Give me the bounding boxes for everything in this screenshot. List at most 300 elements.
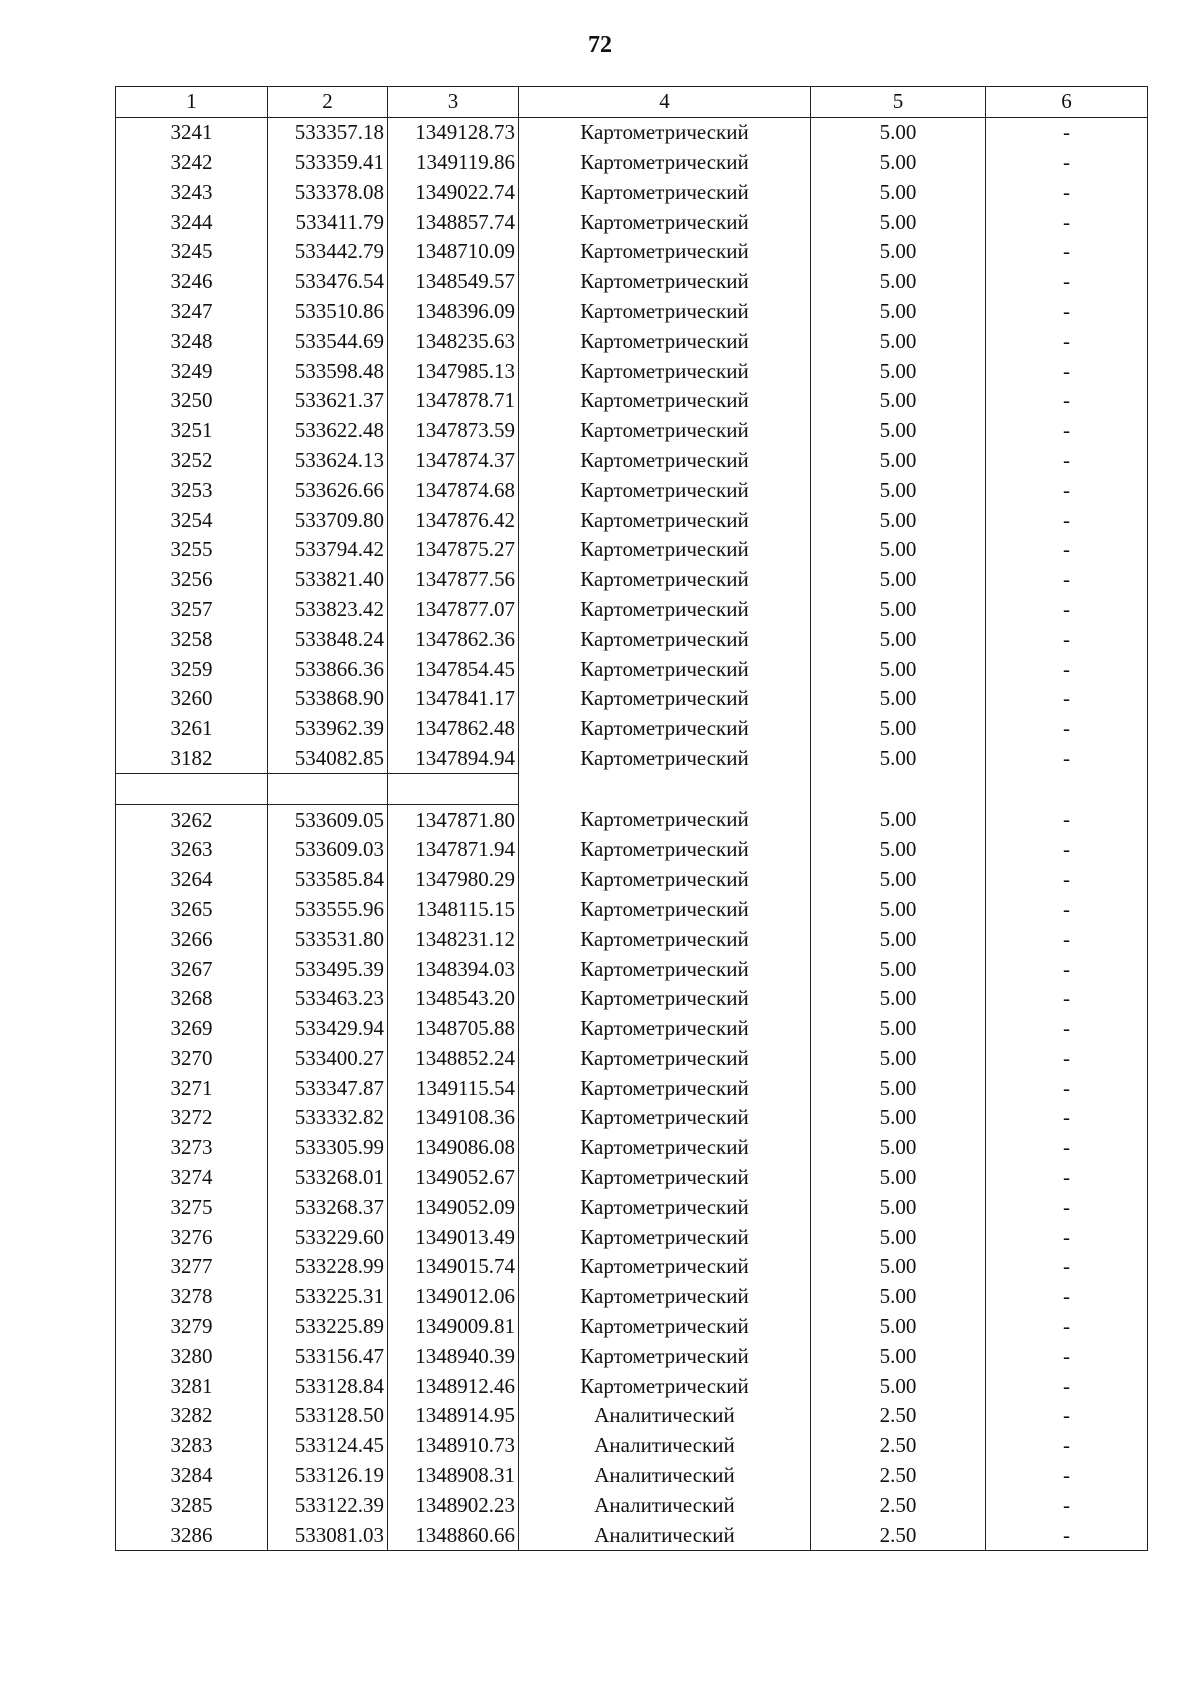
method-cell: Картометрический: [519, 207, 811, 237]
x-coordinate-cell: 533544.69: [268, 326, 388, 356]
note-cell: [986, 774, 1148, 805]
table-header-row: [116, 87, 1148, 118]
table-row: [116, 356, 1148, 386]
point-number-cell: 3252: [116, 446, 268, 476]
note-cell: -: [986, 416, 1148, 446]
table-row: [116, 1401, 1148, 1431]
method-cell: Аналитический: [519, 1461, 811, 1491]
method-cell: Картометрический: [519, 1073, 811, 1103]
method-cell: Картометрический: [519, 744, 811, 774]
accuracy-cell: 5.00: [811, 654, 986, 684]
point-number-cell: 3278: [116, 1282, 268, 1312]
table-row: [116, 954, 1148, 984]
x-coordinate-cell: 533228.99: [268, 1252, 388, 1282]
accuracy-cell: 5.00: [811, 505, 986, 535]
note-cell: -: [986, 1103, 1148, 1133]
y-coordinate-cell: 1349115.54: [388, 1073, 519, 1103]
note-cell: -: [986, 148, 1148, 178]
point-number-cell: 3251: [116, 416, 268, 446]
accuracy-cell: 5.00: [811, 624, 986, 654]
method-cell: Картометрический: [519, 1014, 811, 1044]
x-coordinate-cell: 533476.54: [268, 267, 388, 297]
x-coordinate-cell: 533347.87: [268, 1073, 388, 1103]
note-cell: -: [986, 1312, 1148, 1342]
accuracy-cell: [811, 774, 986, 805]
accuracy-cell: 5.00: [811, 267, 986, 297]
y-coordinate-cell: 1347841.17: [388, 684, 519, 714]
y-coordinate-cell: 1348902.23: [388, 1490, 519, 1520]
method-cell: Картометрический: [519, 865, 811, 895]
y-coordinate-cell: 1349086.08: [388, 1133, 519, 1163]
accuracy-cell: 2.50: [811, 1490, 986, 1520]
column-header-3: 3: [388, 87, 519, 118]
accuracy-cell: 5.00: [811, 207, 986, 237]
method-cell: Картометрический: [519, 595, 811, 625]
method-cell: Картометрический: [519, 1371, 811, 1401]
x-coordinate-cell: 533823.42: [268, 595, 388, 625]
x-coordinate-cell: 533622.48: [268, 416, 388, 446]
accuracy-cell: 5.00: [811, 1282, 986, 1312]
x-coordinate-cell: 533962.39: [268, 714, 388, 744]
note-cell: -: [986, 1044, 1148, 1074]
note-cell: -: [986, 684, 1148, 714]
x-coordinate-cell: 533848.24: [268, 624, 388, 654]
y-coordinate-cell: 1348914.95: [388, 1401, 519, 1431]
table-row: [116, 1133, 1148, 1163]
x-coordinate-cell: 533510.86: [268, 297, 388, 327]
table-row: [116, 177, 1148, 207]
note-cell: -: [986, 744, 1148, 774]
note-cell: -: [986, 535, 1148, 565]
method-cell: Картометрический: [519, 1222, 811, 1252]
y-coordinate-cell: 1347862.48: [388, 714, 519, 744]
point-number-cell: 3247: [116, 297, 268, 327]
x-coordinate-cell: 533411.79: [268, 207, 388, 237]
accuracy-cell: 5.00: [811, 565, 986, 595]
note-cell: -: [986, 565, 1148, 595]
table-row: [116, 117, 1148, 147]
y-coordinate-cell: 1347877.07: [388, 595, 519, 625]
x-coordinate-cell: 533463.23: [268, 984, 388, 1014]
point-number-cell: 3257: [116, 595, 268, 625]
method-cell: Картометрический: [519, 1192, 811, 1222]
accuracy-cell: 5.00: [811, 475, 986, 505]
y-coordinate-cell: 1349015.74: [388, 1252, 519, 1282]
method-cell: Картометрический: [519, 535, 811, 565]
x-coordinate-cell: 533609.03: [268, 835, 388, 865]
accuracy-cell: 5.00: [811, 297, 986, 327]
method-cell: Картометрический: [519, 1163, 811, 1193]
table-row: [116, 1312, 1148, 1342]
method-cell: Картометрический: [519, 835, 811, 865]
method-cell: Картометрический: [519, 446, 811, 476]
table-row: [116, 326, 1148, 356]
table-row: [116, 1252, 1148, 1282]
y-coordinate-cell: 1348231.12: [388, 924, 519, 954]
note-cell: -: [986, 984, 1148, 1014]
accuracy-cell: 5.00: [811, 1073, 986, 1103]
note-cell: -: [986, 714, 1148, 744]
accuracy-cell: 5.00: [811, 148, 986, 178]
accuracy-cell: 5.00: [811, 684, 986, 714]
x-coordinate-cell: 533429.94: [268, 1014, 388, 1044]
column-header-1: 1: [116, 87, 268, 118]
table-row: [116, 267, 1148, 297]
note-cell: -: [986, 237, 1148, 267]
y-coordinate-cell: 1348910.73: [388, 1431, 519, 1461]
method-cell: Картометрический: [519, 924, 811, 954]
y-coordinate-cell: 1348705.88: [388, 1014, 519, 1044]
y-coordinate-cell: 1348860.66: [388, 1520, 519, 1550]
accuracy-cell: 5.00: [811, 744, 986, 774]
point-number-cell: 3245: [116, 237, 268, 267]
table-row: [116, 148, 1148, 178]
x-coordinate-cell: 533126.19: [268, 1461, 388, 1491]
table-row: [116, 1520, 1148, 1550]
point-number-cell: 3261: [116, 714, 268, 744]
table-row: [116, 386, 1148, 416]
note-cell: -: [986, 1073, 1148, 1103]
method-cell: Картометрический: [519, 895, 811, 925]
point-number-cell: 3262: [116, 805, 268, 835]
table-row: [116, 207, 1148, 237]
note-cell: -: [986, 1371, 1148, 1401]
accuracy-cell: 5.00: [811, 1014, 986, 1044]
method-cell: Картометрический: [519, 654, 811, 684]
point-number-cell: 3277: [116, 1252, 268, 1282]
y-coordinate-cell: 1349052.67: [388, 1163, 519, 1193]
note-cell: -: [986, 326, 1148, 356]
point-number-cell: 3266: [116, 924, 268, 954]
table-row: [116, 1282, 1148, 1312]
x-coordinate-cell: 533124.45: [268, 1431, 388, 1461]
point-number-cell: 3276: [116, 1222, 268, 1252]
note-cell: -: [986, 1222, 1148, 1252]
table-row: [116, 624, 1148, 654]
method-cell: Картометрический: [519, 1133, 811, 1163]
note-cell: -: [986, 356, 1148, 386]
x-coordinate-cell: 533442.79: [268, 237, 388, 267]
note-cell: -: [986, 624, 1148, 654]
x-coordinate-cell: 533555.96: [268, 895, 388, 925]
accuracy-cell: 5.00: [811, 865, 986, 895]
point-number-cell: 3284: [116, 1461, 268, 1491]
table-row: [116, 1461, 1148, 1491]
accuracy-cell: 5.00: [811, 535, 986, 565]
method-cell: Картометрический: [519, 237, 811, 267]
method-cell: Картометрический: [519, 714, 811, 744]
method-cell: Картометрический: [519, 1103, 811, 1133]
y-coordinate-cell: 1348940.39: [388, 1341, 519, 1371]
x-coordinate-cell: 533624.13: [268, 446, 388, 476]
point-number-cell: 3274: [116, 1163, 268, 1193]
point-number-cell: 3271: [116, 1073, 268, 1103]
method-cell: Картометрический: [519, 386, 811, 416]
note-cell: -: [986, 1401, 1148, 1431]
table-row: [116, 505, 1148, 535]
table-row: [116, 446, 1148, 476]
x-coordinate-cell: 533156.47: [268, 1341, 388, 1371]
x-coordinate-cell: 533709.80: [268, 505, 388, 535]
x-coordinate-cell: 533400.27: [268, 1044, 388, 1074]
table-row-separator: [116, 774, 1148, 805]
table-row: [116, 1431, 1148, 1461]
method-cell: Картометрический: [519, 475, 811, 505]
method-cell: Картометрический: [519, 984, 811, 1014]
accuracy-cell: 5.00: [811, 1312, 986, 1342]
y-coordinate-cell: 1348852.24: [388, 1044, 519, 1074]
method-cell: Картометрический: [519, 267, 811, 297]
method-cell: Картометрический: [519, 1044, 811, 1074]
y-coordinate-cell: 1349012.06: [388, 1282, 519, 1312]
x-coordinate-cell: 533305.99: [268, 1133, 388, 1163]
note-cell: -: [986, 1431, 1148, 1461]
accuracy-cell: 5.00: [811, 1192, 986, 1222]
point-number-cell: 3281: [116, 1371, 268, 1401]
x-coordinate-cell: 533626.66: [268, 475, 388, 505]
method-cell: [519, 774, 811, 805]
accuracy-cell: 5.00: [811, 924, 986, 954]
table-row: [116, 1044, 1148, 1074]
table-row: [116, 1490, 1148, 1520]
table-row: [116, 684, 1148, 714]
note-cell: -: [986, 835, 1148, 865]
note-cell: -: [986, 207, 1148, 237]
y-coordinate-cell: 1347878.71: [388, 386, 519, 416]
point-number-cell: 3258: [116, 624, 268, 654]
y-coordinate-cell: 1349022.74: [388, 177, 519, 207]
note-cell: -: [986, 865, 1148, 895]
x-coordinate-cell: 534082.85: [268, 744, 388, 774]
point-number-cell: 3273: [116, 1133, 268, 1163]
method-cell: Аналитический: [519, 1520, 811, 1550]
x-coordinate-cell: 533868.90: [268, 684, 388, 714]
y-coordinate-cell: 1348912.46: [388, 1371, 519, 1401]
accuracy-cell: 2.50: [811, 1461, 986, 1491]
method-cell: Картометрический: [519, 1282, 811, 1312]
note-cell: -: [986, 475, 1148, 505]
table-row: [116, 237, 1148, 267]
note-cell: -: [986, 386, 1148, 416]
y-coordinate-cell: 1348235.63: [388, 326, 519, 356]
note-cell: -: [986, 805, 1148, 835]
note-cell: -: [986, 1014, 1148, 1044]
y-coordinate-cell: 1348394.03: [388, 954, 519, 984]
table-row: [116, 565, 1148, 595]
x-coordinate-cell: 533122.39: [268, 1490, 388, 1520]
x-coordinate-cell: 533609.05: [268, 805, 388, 835]
method-cell: Картометрический: [519, 1312, 811, 1342]
point-number-cell: 3272: [116, 1103, 268, 1133]
table-row: [116, 475, 1148, 505]
table-row: [116, 595, 1148, 625]
point-number-cell: [116, 774, 268, 805]
accuracy-cell: 5.00: [811, 1341, 986, 1371]
y-coordinate-cell: 1348549.57: [388, 267, 519, 297]
x-coordinate-cell: 533585.84: [268, 865, 388, 895]
y-coordinate-cell: 1349052.09: [388, 1192, 519, 1222]
x-coordinate-cell: 533359.41: [268, 148, 388, 178]
accuracy-cell: 5.00: [811, 1163, 986, 1193]
x-coordinate-cell: 533128.50: [268, 1401, 388, 1431]
x-coordinate-cell: 533229.60: [268, 1222, 388, 1252]
table-row: [116, 297, 1148, 327]
x-coordinate-cell: 533531.80: [268, 924, 388, 954]
y-coordinate-cell: 1347871.80: [388, 805, 519, 835]
point-number-cell: 3253: [116, 475, 268, 505]
accuracy-cell: 2.50: [811, 1431, 986, 1461]
table-row: [116, 895, 1148, 925]
accuracy-cell: 5.00: [811, 117, 986, 147]
accuracy-cell: 5.00: [811, 954, 986, 984]
x-coordinate-cell: 533225.31: [268, 1282, 388, 1312]
column-header-2: 2: [268, 87, 388, 118]
method-cell: Картометрический: [519, 1252, 811, 1282]
note-cell: -: [986, 954, 1148, 984]
point-number-cell: 3182: [116, 744, 268, 774]
method-cell: Картометрический: [519, 954, 811, 984]
table-row: [116, 416, 1148, 446]
method-cell: Аналитический: [519, 1401, 811, 1431]
point-number-cell: 3246: [116, 267, 268, 297]
x-coordinate-cell: 533268.01: [268, 1163, 388, 1193]
x-coordinate-cell: 533495.39: [268, 954, 388, 984]
accuracy-cell: 5.00: [811, 237, 986, 267]
x-coordinate-cell: 533357.18: [268, 117, 388, 147]
note-cell: -: [986, 1490, 1148, 1520]
x-coordinate-cell: 533128.84: [268, 1371, 388, 1401]
accuracy-cell: 5.00: [811, 1044, 986, 1074]
y-coordinate-cell: 1348396.09: [388, 297, 519, 327]
y-coordinate-cell: 1348115.15: [388, 895, 519, 925]
column-header-4: 4: [519, 87, 811, 118]
y-coordinate-cell: 1349108.36: [388, 1103, 519, 1133]
coordinates-table: [115, 86, 1148, 1551]
table-row: [116, 714, 1148, 744]
point-number-cell: 3264: [116, 865, 268, 895]
point-number-cell: 3269: [116, 1014, 268, 1044]
accuracy-cell: 5.00: [811, 416, 986, 446]
accuracy-cell: 5.00: [811, 356, 986, 386]
note-cell: -: [986, 297, 1148, 327]
point-number-cell: 3285: [116, 1490, 268, 1520]
y-coordinate-cell: 1348908.31: [388, 1461, 519, 1491]
point-number-cell: 3255: [116, 535, 268, 565]
table-row: [116, 865, 1148, 895]
table-row: [116, 1014, 1148, 1044]
y-coordinate-cell: 1348857.74: [388, 207, 519, 237]
x-coordinate-cell: 533225.89: [268, 1312, 388, 1342]
point-number-cell: 3268: [116, 984, 268, 1014]
method-cell: Картометрический: [519, 326, 811, 356]
method-cell: Картометрический: [519, 117, 811, 147]
accuracy-cell: 5.00: [811, 1252, 986, 1282]
method-cell: Картометрический: [519, 1341, 811, 1371]
note-cell: -: [986, 177, 1148, 207]
table-body: [116, 117, 1148, 1550]
y-coordinate-cell: 1348543.20: [388, 984, 519, 1014]
x-coordinate-cell: 533268.37: [268, 1192, 388, 1222]
method-cell: Картометрический: [519, 177, 811, 207]
accuracy-cell: 5.00: [811, 805, 986, 835]
point-number-cell: 3248: [116, 326, 268, 356]
accuracy-cell: 5.00: [811, 714, 986, 744]
y-coordinate-cell: 1349013.49: [388, 1222, 519, 1252]
method-cell: Аналитический: [519, 1490, 811, 1520]
accuracy-cell: 5.00: [811, 1133, 986, 1163]
point-number-cell: 3283: [116, 1431, 268, 1461]
x-coordinate-cell: 533081.03: [268, 1520, 388, 1550]
x-coordinate-cell: 533378.08: [268, 177, 388, 207]
note-cell: -: [986, 1133, 1148, 1163]
accuracy-cell: 5.00: [811, 326, 986, 356]
point-number-cell: 3280: [116, 1341, 268, 1371]
note-cell: -: [986, 595, 1148, 625]
y-coordinate-cell: 1347874.37: [388, 446, 519, 476]
method-cell: Картометрический: [519, 148, 811, 178]
point-number-cell: 3270: [116, 1044, 268, 1074]
y-coordinate-cell: 1347862.36: [388, 624, 519, 654]
table-row: [116, 1073, 1148, 1103]
method-cell: Аналитический: [519, 1431, 811, 1461]
point-number-cell: 3265: [116, 895, 268, 925]
point-number-cell: 3254: [116, 505, 268, 535]
method-cell: Картометрический: [519, 356, 811, 386]
y-coordinate-cell: 1347874.68: [388, 475, 519, 505]
accuracy-cell: 5.00: [811, 984, 986, 1014]
method-cell: Картометрический: [519, 684, 811, 714]
table-row: [116, 1192, 1148, 1222]
y-coordinate-cell: 1349128.73: [388, 117, 519, 147]
point-number-cell: 3249: [116, 356, 268, 386]
note-cell: -: [986, 1252, 1148, 1282]
point-number-cell: 3286: [116, 1520, 268, 1550]
note-cell: -: [986, 1282, 1148, 1312]
x-coordinate-cell: 533821.40: [268, 565, 388, 595]
column-header-6: 6: [986, 87, 1148, 118]
page-number: 72: [588, 32, 612, 58]
point-number-cell: 3267: [116, 954, 268, 984]
x-coordinate-cell: 533332.82: [268, 1103, 388, 1133]
x-coordinate-cell: 533621.37: [268, 386, 388, 416]
method-cell: Картометрический: [519, 565, 811, 595]
accuracy-cell: 5.00: [811, 446, 986, 476]
accuracy-cell: 5.00: [811, 895, 986, 925]
y-coordinate-cell: 1347877.56: [388, 565, 519, 595]
note-cell: -: [986, 1461, 1148, 1491]
accuracy-cell: 5.00: [811, 835, 986, 865]
accuracy-cell: 5.00: [811, 386, 986, 416]
note-cell: -: [986, 1192, 1148, 1222]
note-cell: -: [986, 924, 1148, 954]
x-coordinate-cell: 533598.48: [268, 356, 388, 386]
column-header-5: 5: [811, 87, 986, 118]
y-coordinate-cell: 1347875.27: [388, 535, 519, 565]
accuracy-cell: 5.00: [811, 1222, 986, 1252]
accuracy-cell: 2.50: [811, 1401, 986, 1431]
note-cell: -: [986, 895, 1148, 925]
accuracy-cell: 2.50: [811, 1520, 986, 1550]
note-cell: -: [986, 1520, 1148, 1550]
note-cell: -: [986, 654, 1148, 684]
table-row: [116, 1163, 1148, 1193]
table-row: [116, 924, 1148, 954]
accuracy-cell: 5.00: [811, 1103, 986, 1133]
table-row: [116, 805, 1148, 835]
table-row: [116, 984, 1148, 1014]
point-number-cell: 3244: [116, 207, 268, 237]
point-number-cell: 3279: [116, 1312, 268, 1342]
